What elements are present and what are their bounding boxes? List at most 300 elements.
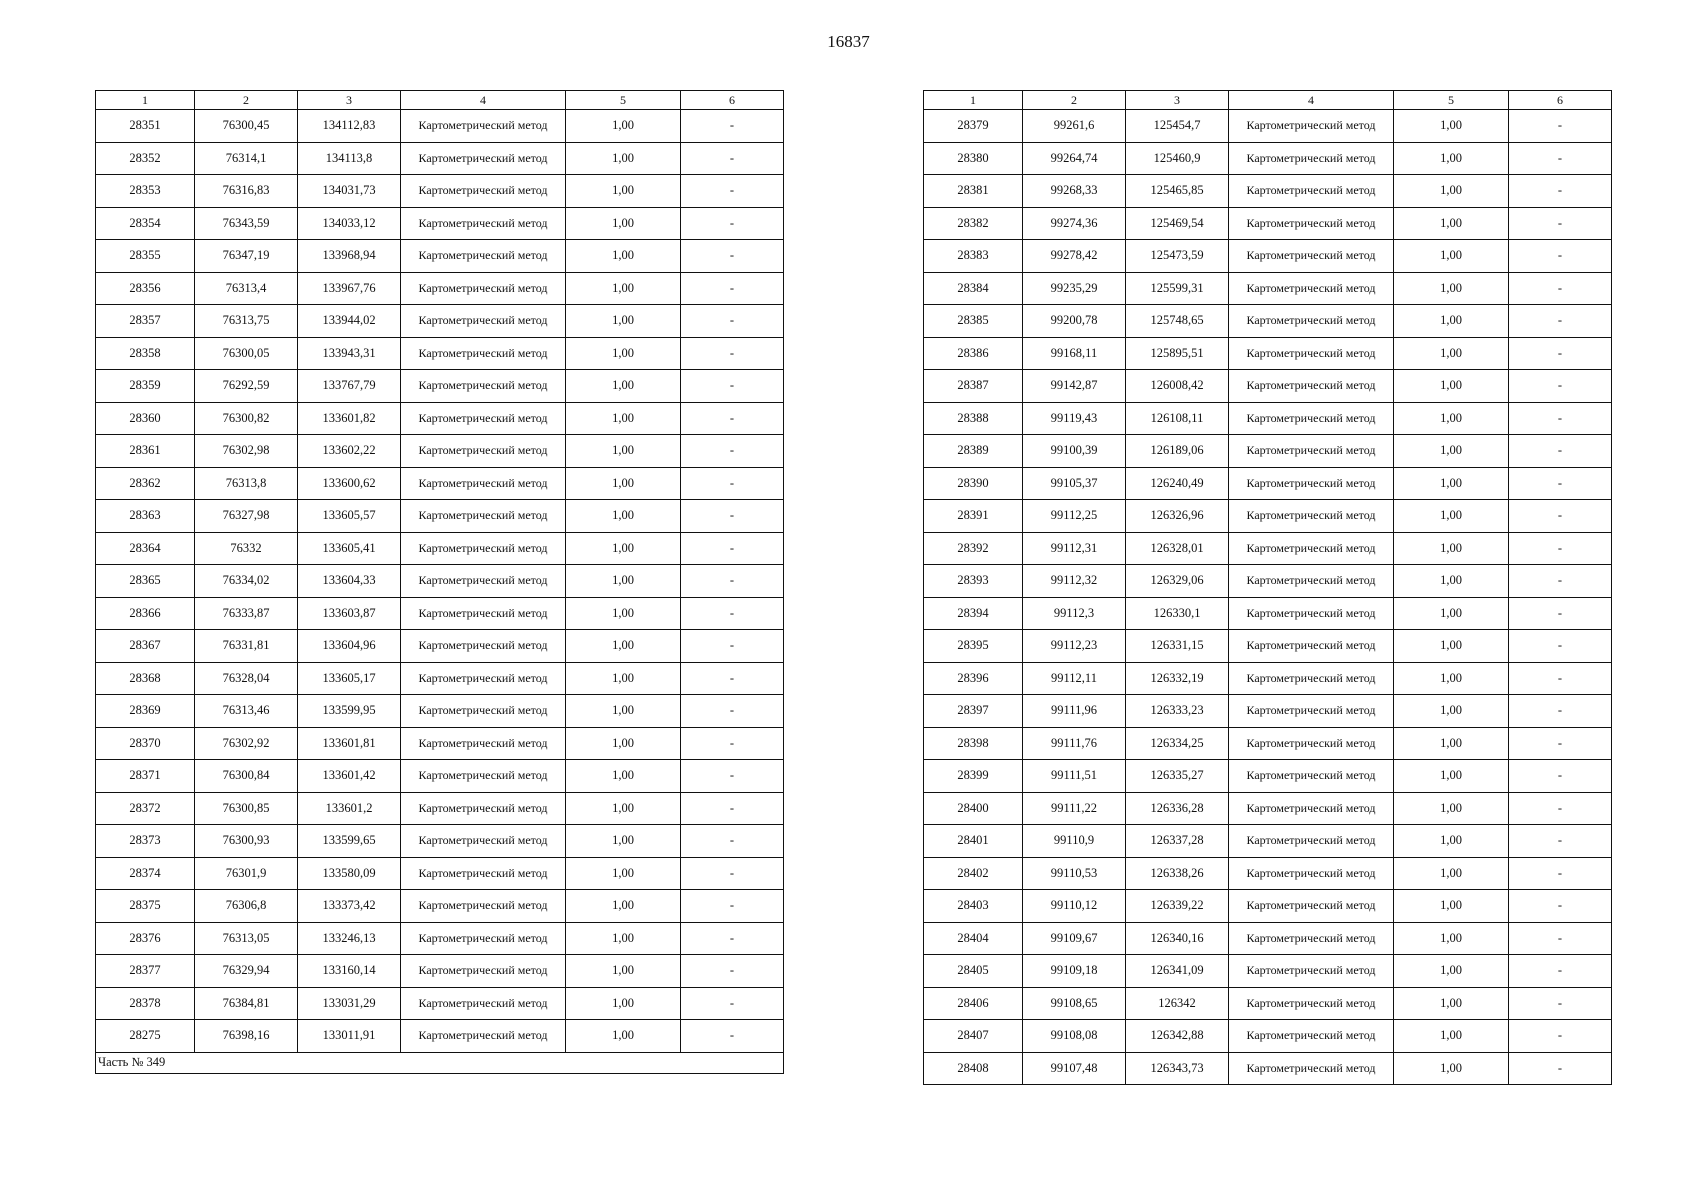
method-cell: Картометрический метод [401, 500, 566, 533]
note-cell: - [681, 792, 784, 825]
coordinates-table-right [923, 90, 1612, 1085]
accuracy-cell: 1,00 [1394, 272, 1509, 305]
accuracy-cell: 1,00 [566, 727, 681, 760]
table-row [924, 760, 1612, 793]
method-cell: Картометрический метод [401, 467, 566, 500]
method-cell: Картометрический метод [1229, 435, 1394, 468]
method-cell: Картометрический метод [1229, 792, 1394, 825]
method-cell: Картометрический метод [401, 402, 566, 435]
table-body-right [924, 110, 1612, 1085]
y-coordinate-cell: 125895,51 [1126, 337, 1229, 370]
point-number-cell: 28400 [924, 792, 1023, 825]
x-coordinate-cell: 76300,84 [195, 760, 298, 793]
table-row [96, 890, 784, 923]
method-cell: Картометрический метод [401, 305, 566, 338]
y-coordinate-cell: 126334,25 [1126, 727, 1229, 760]
point-number-cell: 28359 [96, 370, 195, 403]
note-cell: - [1509, 922, 1612, 955]
note-cell: - [681, 532, 784, 565]
table-row [924, 1052, 1612, 1085]
method-cell: Картометрический метод [401, 890, 566, 923]
table-row [96, 467, 784, 500]
y-coordinate-cell: 134033,12 [298, 207, 401, 240]
y-coordinate-cell: 134112,83 [298, 110, 401, 143]
method-cell: Картометрический метод [1229, 305, 1394, 338]
method-cell: Картометрический метод [1229, 662, 1394, 695]
accuracy-cell: 1,00 [566, 792, 681, 825]
table-row [924, 500, 1612, 533]
x-coordinate-cell: 99278,42 [1023, 240, 1126, 273]
accuracy-cell: 1,00 [1394, 662, 1509, 695]
note-cell: - [1509, 760, 1612, 793]
note-cell: - [1509, 597, 1612, 630]
point-number-cell: 28388 [924, 402, 1023, 435]
y-coordinate-cell: 125748,65 [1126, 305, 1229, 338]
point-number-cell: 28395 [924, 630, 1023, 663]
y-coordinate-cell: 133944,02 [298, 305, 401, 338]
note-cell: - [1509, 565, 1612, 598]
point-number-cell: 28396 [924, 662, 1023, 695]
y-coordinate-cell: 133599,95 [298, 695, 401, 728]
method-cell: Картометрический метод [1229, 890, 1394, 923]
point-number-cell: 28381 [924, 175, 1023, 208]
note-cell: - [681, 240, 784, 273]
method-cell: Картометрический метод [1229, 825, 1394, 858]
point-number-cell: 28369 [96, 695, 195, 728]
table-row [96, 565, 784, 598]
point-number-cell: 28394 [924, 597, 1023, 630]
point-number-cell: 28405 [924, 955, 1023, 988]
x-coordinate-cell: 76301,9 [195, 857, 298, 890]
table-row [96, 662, 784, 695]
accuracy-cell: 1,00 [566, 857, 681, 890]
accuracy-cell: 1,00 [1394, 500, 1509, 533]
point-number-cell: 28383 [924, 240, 1023, 273]
table-header-row [96, 91, 784, 110]
note-cell: - [1509, 1020, 1612, 1053]
point-number-cell: 28390 [924, 467, 1023, 500]
accuracy-cell: 1,00 [566, 337, 681, 370]
note-cell: - [1509, 337, 1612, 370]
coordinates-table-left [95, 90, 784, 1074]
method-cell: Картометрический метод [1229, 565, 1394, 598]
accuracy-cell: 1,00 [566, 240, 681, 273]
point-number-cell: 28397 [924, 695, 1023, 728]
table-row [924, 337, 1612, 370]
note-cell: - [1509, 955, 1612, 988]
table-row [96, 272, 784, 305]
accuracy-cell: 1,00 [1394, 890, 1509, 923]
table-row [96, 500, 784, 533]
y-coordinate-cell: 126240,49 [1126, 467, 1229, 500]
y-coordinate-cell: 125473,59 [1126, 240, 1229, 273]
accuracy-cell: 1,00 [1394, 987, 1509, 1020]
x-coordinate-cell: 99110,12 [1023, 890, 1126, 923]
y-coordinate-cell: 126333,23 [1126, 695, 1229, 728]
table-row [96, 825, 784, 858]
method-cell: Картометрический метод [1229, 110, 1394, 143]
method-cell: Картометрический метод [401, 110, 566, 143]
note-cell: - [1509, 857, 1612, 890]
note-cell: - [681, 630, 784, 663]
y-coordinate-cell: 126328,01 [1126, 532, 1229, 565]
point-number-cell: 28407 [924, 1020, 1023, 1053]
note-cell: - [681, 987, 784, 1020]
accuracy-cell: 1,00 [566, 922, 681, 955]
accuracy-cell: 1,00 [566, 630, 681, 663]
table-footer-row [96, 1052, 784, 1073]
y-coordinate-cell: 133603,87 [298, 597, 401, 630]
x-coordinate-cell: 99200,78 [1023, 305, 1126, 338]
point-number-cell: 28370 [96, 727, 195, 760]
x-coordinate-cell: 99261,6 [1023, 110, 1126, 143]
method-cell: Картометрический метод [1229, 207, 1394, 240]
method-cell: Картометрический метод [401, 435, 566, 468]
x-coordinate-cell: 99109,18 [1023, 955, 1126, 988]
method-cell: Картометрический метод [1229, 467, 1394, 500]
y-coordinate-cell: 126331,15 [1126, 630, 1229, 663]
point-number-cell: 28380 [924, 142, 1023, 175]
column-header: 4 [401, 91, 566, 110]
method-cell: Картометрический метод [401, 175, 566, 208]
x-coordinate-cell: 99111,22 [1023, 792, 1126, 825]
x-coordinate-cell: 76314,1 [195, 142, 298, 175]
x-coordinate-cell: 76333,87 [195, 597, 298, 630]
method-cell: Картометрический метод [401, 207, 566, 240]
accuracy-cell: 1,00 [566, 565, 681, 598]
note-cell: - [681, 955, 784, 988]
accuracy-cell: 1,00 [1394, 532, 1509, 565]
table-row [96, 922, 784, 955]
method-cell: Картометрический метод [1229, 857, 1394, 890]
accuracy-cell: 1,00 [1394, 240, 1509, 273]
y-coordinate-cell: 133767,79 [298, 370, 401, 403]
x-coordinate-cell: 76302,92 [195, 727, 298, 760]
method-cell: Картометрический метод [401, 987, 566, 1020]
note-cell: - [1509, 207, 1612, 240]
note-cell: - [681, 370, 784, 403]
note-cell: - [681, 727, 784, 760]
accuracy-cell: 1,00 [1394, 305, 1509, 338]
point-number-cell: 28379 [924, 110, 1023, 143]
table-row [96, 1020, 784, 1053]
table-row [924, 402, 1612, 435]
note-cell: - [681, 500, 784, 533]
table-row [96, 142, 784, 175]
page-number: 16837 [827, 32, 870, 51]
table-row [96, 532, 784, 565]
point-number-cell: 28353 [96, 175, 195, 208]
note-cell: - [681, 110, 784, 143]
point-number-cell: 28406 [924, 987, 1023, 1020]
table-row [96, 760, 784, 793]
method-cell: Картометрический метод [401, 727, 566, 760]
x-coordinate-cell: 76313,05 [195, 922, 298, 955]
x-coordinate-cell: 99107,48 [1023, 1052, 1126, 1085]
note-cell: - [1509, 987, 1612, 1020]
y-coordinate-cell: 133600,62 [298, 467, 401, 500]
table-row [924, 240, 1612, 273]
x-coordinate-cell: 99100,39 [1023, 435, 1126, 468]
column-header: 6 [1509, 91, 1612, 110]
note-cell: - [1509, 240, 1612, 273]
note-cell: - [681, 890, 784, 923]
method-cell: Картометрический метод [1229, 1020, 1394, 1053]
table-row [924, 922, 1612, 955]
note-cell: - [1509, 727, 1612, 760]
table-row [924, 695, 1612, 728]
table-row [924, 305, 1612, 338]
table-row [924, 597, 1612, 630]
accuracy-cell: 1,00 [566, 142, 681, 175]
x-coordinate-cell: 99110,53 [1023, 857, 1126, 890]
part-number-label: Часть № 349 [96, 1052, 784, 1073]
x-coordinate-cell: 76292,59 [195, 370, 298, 403]
method-cell: Картометрический метод [1229, 337, 1394, 370]
note-cell: - [1509, 890, 1612, 923]
y-coordinate-cell: 133373,42 [298, 890, 401, 923]
point-number-cell: 28361 [96, 435, 195, 468]
x-coordinate-cell: 76300,45 [195, 110, 298, 143]
point-number-cell: 28356 [96, 272, 195, 305]
point-number-cell: 28364 [96, 532, 195, 565]
accuracy-cell: 1,00 [566, 467, 681, 500]
method-cell: Картометрический метод [1229, 240, 1394, 273]
x-coordinate-cell: 76316,83 [195, 175, 298, 208]
y-coordinate-cell: 126342 [1126, 987, 1229, 1020]
point-number-cell: 28393 [924, 565, 1023, 598]
accuracy-cell: 1,00 [1394, 337, 1509, 370]
note-cell: - [681, 825, 784, 858]
table-row [96, 435, 784, 468]
x-coordinate-cell: 99110,9 [1023, 825, 1126, 858]
note-cell: - [1509, 500, 1612, 533]
y-coordinate-cell: 133160,14 [298, 955, 401, 988]
method-cell: Картометрический метод [401, 142, 566, 175]
table-row [96, 402, 784, 435]
y-coordinate-cell: 133031,29 [298, 987, 401, 1020]
point-number-cell: 28368 [96, 662, 195, 695]
x-coordinate-cell: 99264,74 [1023, 142, 1126, 175]
y-coordinate-cell: 125460,9 [1126, 142, 1229, 175]
point-number-cell: 28378 [96, 987, 195, 1020]
point-number-cell: 28352 [96, 142, 195, 175]
accuracy-cell: 1,00 [1394, 630, 1509, 663]
y-coordinate-cell: 133967,76 [298, 272, 401, 305]
x-coordinate-cell: 99112,23 [1023, 630, 1126, 663]
method-cell: Картометрический метод [401, 955, 566, 988]
x-coordinate-cell: 99112,3 [1023, 597, 1126, 630]
accuracy-cell: 1,00 [566, 500, 681, 533]
table-row [96, 857, 784, 890]
table-row [924, 110, 1612, 143]
table-row [96, 370, 784, 403]
accuracy-cell: 1,00 [566, 1020, 681, 1053]
point-number-cell: 28357 [96, 305, 195, 338]
method-cell: Картометрический метод [1229, 955, 1394, 988]
accuracy-cell: 1,00 [566, 305, 681, 338]
y-coordinate-cell: 133943,31 [298, 337, 401, 370]
method-cell: Картометрический метод [1229, 272, 1394, 305]
y-coordinate-cell: 126108,11 [1126, 402, 1229, 435]
note-cell: - [1509, 662, 1612, 695]
x-coordinate-cell: 99105,37 [1023, 467, 1126, 500]
point-number-cell: 28372 [96, 792, 195, 825]
table-row [96, 955, 784, 988]
method-cell: Картометрический метод [1229, 1052, 1394, 1085]
method-cell: Картометрический метод [1229, 500, 1394, 533]
note-cell: - [1509, 142, 1612, 175]
table-row [924, 272, 1612, 305]
method-cell: Картометрический метод [1229, 727, 1394, 760]
table-row [96, 792, 784, 825]
point-number-cell: 28354 [96, 207, 195, 240]
point-number-cell: 28387 [924, 370, 1023, 403]
x-coordinate-cell: 99111,76 [1023, 727, 1126, 760]
x-coordinate-cell: 99112,25 [1023, 500, 1126, 533]
y-coordinate-cell: 126337,28 [1126, 825, 1229, 858]
accuracy-cell: 1,00 [566, 695, 681, 728]
accuracy-cell: 1,00 [1394, 1020, 1509, 1053]
accuracy-cell: 1,00 [1394, 955, 1509, 988]
x-coordinate-cell: 76329,94 [195, 955, 298, 988]
table-row [924, 467, 1612, 500]
column-header: 3 [1126, 91, 1229, 110]
accuracy-cell: 1,00 [566, 662, 681, 695]
note-cell: - [681, 142, 784, 175]
accuracy-cell: 1,00 [1394, 597, 1509, 630]
table-row [924, 532, 1612, 565]
accuracy-cell: 1,00 [566, 207, 681, 240]
y-coordinate-cell: 126330,1 [1126, 597, 1229, 630]
table-row [924, 630, 1612, 663]
point-number-cell: 28402 [924, 857, 1023, 890]
table-row [96, 630, 784, 663]
note-cell: - [681, 565, 784, 598]
y-coordinate-cell: 126332,19 [1126, 662, 1229, 695]
table-row [924, 662, 1612, 695]
point-number-cell: 28373 [96, 825, 195, 858]
method-cell: Картометрический метод [401, 532, 566, 565]
note-cell: - [1509, 825, 1612, 858]
note-cell: - [1509, 467, 1612, 500]
x-coordinate-cell: 99111,51 [1023, 760, 1126, 793]
x-coordinate-cell: 76332 [195, 532, 298, 565]
y-coordinate-cell: 126340,16 [1126, 922, 1229, 955]
x-coordinate-cell: 76343,59 [195, 207, 298, 240]
x-coordinate-cell: 99268,33 [1023, 175, 1126, 208]
y-coordinate-cell: 133601,82 [298, 402, 401, 435]
method-cell: Картометрический метод [1229, 175, 1394, 208]
point-number-cell: 28358 [96, 337, 195, 370]
method-cell: Картометрический метод [401, 662, 566, 695]
x-coordinate-cell: 99235,29 [1023, 272, 1126, 305]
y-coordinate-cell: 133580,09 [298, 857, 401, 890]
column-header: 1 [96, 91, 195, 110]
x-coordinate-cell: 99119,43 [1023, 402, 1126, 435]
accuracy-cell: 1,00 [1394, 175, 1509, 208]
y-coordinate-cell: 133605,41 [298, 532, 401, 565]
accuracy-cell: 1,00 [1394, 727, 1509, 760]
note-cell: - [1509, 792, 1612, 825]
column-header: 5 [1394, 91, 1509, 110]
accuracy-cell: 1,00 [1394, 110, 1509, 143]
y-coordinate-cell: 133602,22 [298, 435, 401, 468]
accuracy-cell: 1,00 [1394, 760, 1509, 793]
accuracy-cell: 1,00 [566, 955, 681, 988]
method-cell: Картометрический метод [401, 760, 566, 793]
note-cell: - [681, 402, 784, 435]
accuracy-cell: 1,00 [566, 825, 681, 858]
x-coordinate-cell: 76313,8 [195, 467, 298, 500]
x-coordinate-cell: 99108,08 [1023, 1020, 1126, 1053]
accuracy-cell: 1,00 [1394, 825, 1509, 858]
y-coordinate-cell: 126338,26 [1126, 857, 1229, 890]
accuracy-cell: 1,00 [1394, 565, 1509, 598]
x-coordinate-cell: 76347,19 [195, 240, 298, 273]
note-cell: - [681, 272, 784, 305]
accuracy-cell: 1,00 [566, 987, 681, 1020]
accuracy-cell: 1,00 [1394, 467, 1509, 500]
x-coordinate-cell: 99168,11 [1023, 337, 1126, 370]
y-coordinate-cell: 126329,06 [1126, 565, 1229, 598]
table-row [96, 337, 784, 370]
x-coordinate-cell: 99108,65 [1023, 987, 1126, 1020]
note-cell: - [681, 305, 784, 338]
note-cell: - [1509, 305, 1612, 338]
note-cell: - [681, 760, 784, 793]
accuracy-cell: 1,00 [1394, 142, 1509, 175]
x-coordinate-cell: 99112,11 [1023, 662, 1126, 695]
accuracy-cell: 1,00 [566, 175, 681, 208]
column-header: 5 [566, 91, 681, 110]
table-row [96, 695, 784, 728]
point-number-cell: 28377 [96, 955, 195, 988]
x-coordinate-cell: 76300,82 [195, 402, 298, 435]
table-row [96, 175, 784, 208]
note-cell: - [1509, 272, 1612, 305]
y-coordinate-cell: 134031,73 [298, 175, 401, 208]
note-cell: - [681, 1020, 784, 1053]
point-number-cell: 28401 [924, 825, 1023, 858]
method-cell: Картометрический метод [401, 695, 566, 728]
table-row [924, 890, 1612, 923]
method-cell: Картометрический метод [401, 272, 566, 305]
note-cell: - [681, 857, 784, 890]
y-coordinate-cell: 126339,22 [1126, 890, 1229, 923]
point-number-cell: 28384 [924, 272, 1023, 305]
table-row [96, 305, 784, 338]
accuracy-cell: 1,00 [1394, 402, 1509, 435]
point-number-cell: 28351 [96, 110, 195, 143]
x-coordinate-cell: 99112,32 [1023, 565, 1126, 598]
table-row [924, 207, 1612, 240]
point-number-cell: 28382 [924, 207, 1023, 240]
point-number-cell: 28404 [924, 922, 1023, 955]
y-coordinate-cell: 125454,7 [1126, 110, 1229, 143]
y-coordinate-cell: 126342,88 [1126, 1020, 1229, 1053]
table-row [924, 955, 1612, 988]
method-cell: Картометрический метод [401, 792, 566, 825]
method-cell: Картометрический метод [1229, 597, 1394, 630]
y-coordinate-cell: 133599,65 [298, 825, 401, 858]
table-row [924, 987, 1612, 1020]
note-cell: - [681, 207, 784, 240]
note-cell: - [681, 922, 784, 955]
point-number-cell: 28374 [96, 857, 195, 890]
accuracy-cell: 1,00 [1394, 922, 1509, 955]
table-row [924, 857, 1612, 890]
